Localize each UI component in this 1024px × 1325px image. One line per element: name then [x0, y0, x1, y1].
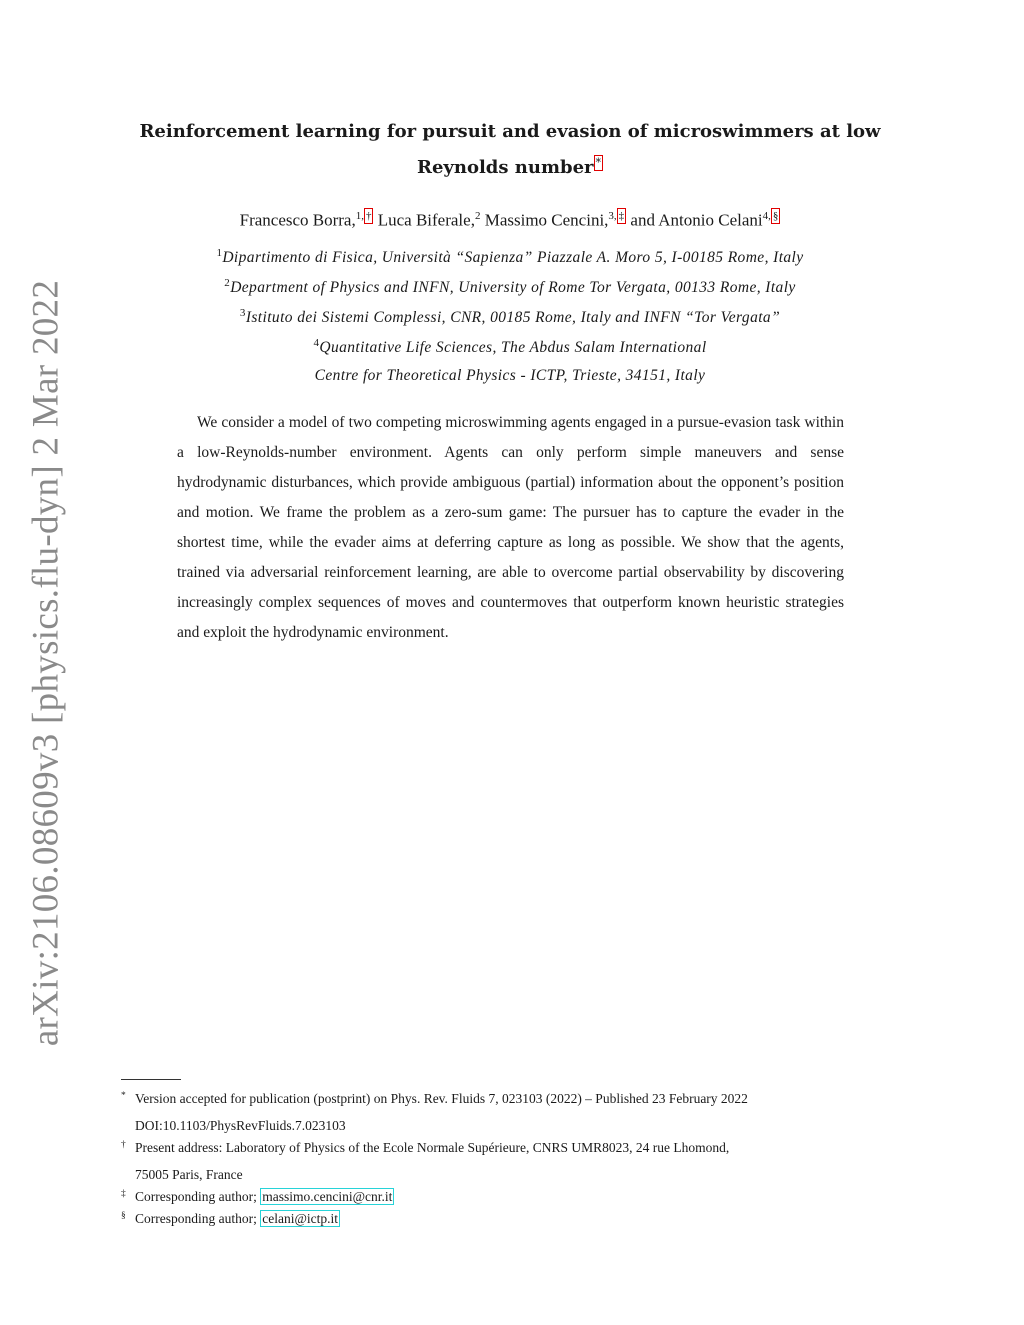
affiliation — [110, 277, 910, 297]
footnote — [121, 1083, 905, 1139]
affiliation-text: Department of Physics and INFN, University of Rome Tor Vergata, 00133 Rome, Italy — [230, 279, 796, 297]
affiliation-text: Quantitative Life Sciences, The Abdus Salam International — [319, 339, 707, 357]
footnote-mark: † — [121, 1140, 126, 1150]
email-link[interactable]: celani@ictp.it — [262, 1211, 339, 1226]
footnote-mark: * — [121, 1091, 126, 1101]
footnote-text: Version accepted for publication (postprint) on Phys. Rev. Fluids 7, 023103 (2022) – Published 23 February 2022 — [135, 1091, 748, 1106]
title-line-2 — [120, 150, 900, 186]
author-list — [110, 208, 910, 231]
footnote-divider — [121, 1079, 181, 1080]
footnote-mark: ‡ — [121, 1189, 126, 1199]
author-footnote-link[interactable]: ‡ — [618, 210, 625, 222]
author-affiliation-ref: 4, — [762, 210, 771, 222]
footnote-text: Corresponding author; — [135, 1211, 261, 1226]
abstract — [177, 408, 844, 648]
author-name: Massimo Cencini, — [484, 210, 609, 230]
footnote-text: Corresponding author; — [135, 1189, 261, 1204]
author-name: Luca Biferale, — [377, 210, 475, 230]
affiliation-text: Istituto dei Sistemi Complessi, CNR, 00185 Rome, Italy and INFN “Tor Vergata” — [245, 309, 781, 327]
arxiv-stamp-text: arXiv:2106.08609v3 [physics.flu-dyn] 2 Mar 2022 — [25, 279, 67, 1047]
footnote-text: 75005 Paris, France — [135, 1167, 243, 1182]
footnote — [121, 1204, 905, 1231]
affiliation — [110, 247, 910, 267]
affiliation — [110, 307, 910, 327]
author-name: and Antonio Celani — [630, 210, 763, 230]
affiliation-number: 1 — [216, 247, 223, 259]
author-footnote-link[interactable]: § — [772, 210, 779, 222]
author-affiliation-ref: 2 — [474, 210, 481, 222]
title-footnote-link[interactable]: * — [595, 156, 602, 169]
author-affiliation-ref: 1, — [355, 210, 364, 222]
affiliation — [110, 337, 910, 357]
title-line-1: Reinforcement learning for pursuit and evasion of microswimmers at low — [139, 121, 881, 142]
abstract-text: We consider a model of two competing microswimming agents engaged in a pursue-evasion task within a low-Reynolds-number environment. Agents can only perform simple maneuvers and sense hydrodynamic disturbances, which provide ambiguous (partial) information about the opponent’s position and motion. We frame the problem as a zero-sum game: The pursuer has to capture the evader in the shortest time, while the evader aims at deferring capture as long as possible. We show that the agents, trained via adversarial reinforcement learning, are able to overcome partial observability by discovering increasingly complex sequences of moves and countermoves that outperform known heuristic strategies and exploit the hydrodynamic environment. — [177, 414, 844, 641]
footnote-mark: § — [121, 1211, 126, 1221]
affiliation-number: 3 — [239, 307, 246, 319]
paper-title — [120, 114, 900, 186]
title-line-2-text: Reynolds number — [416, 157, 594, 178]
affiliation-number: 4 — [313, 337, 320, 349]
affiliation-text: Centre for Theoretical Physics - ICTP, Trieste, 34151, Italy — [314, 367, 706, 384]
footnote-text: Present address: Laboratory of Physics of the Ecole Normale Supérieure, CNRS UMR8023, 24 rue Lhomond, — [135, 1140, 730, 1155]
affiliation-number: 2 — [224, 277, 231, 289]
affiliation — [110, 367, 910, 385]
author-footnote-link[interactable]: † — [365, 210, 372, 222]
footnote — [121, 1132, 905, 1188]
affiliation-text: Dipartimento di Fisica, Università “Sapienza” Piazzale A. Moro 5, I-00185 Rome, Italy — [222, 249, 804, 267]
email-link[interactable]: massimo.cencini@cnr.it — [262, 1189, 393, 1204]
footnote-text: DOI:10.1103/PhysRevFluids.7.023103 — [135, 1118, 346, 1133]
author-name: Francesco Borra, — [239, 210, 356, 230]
author-affiliation-ref: 3, — [608, 210, 617, 222]
